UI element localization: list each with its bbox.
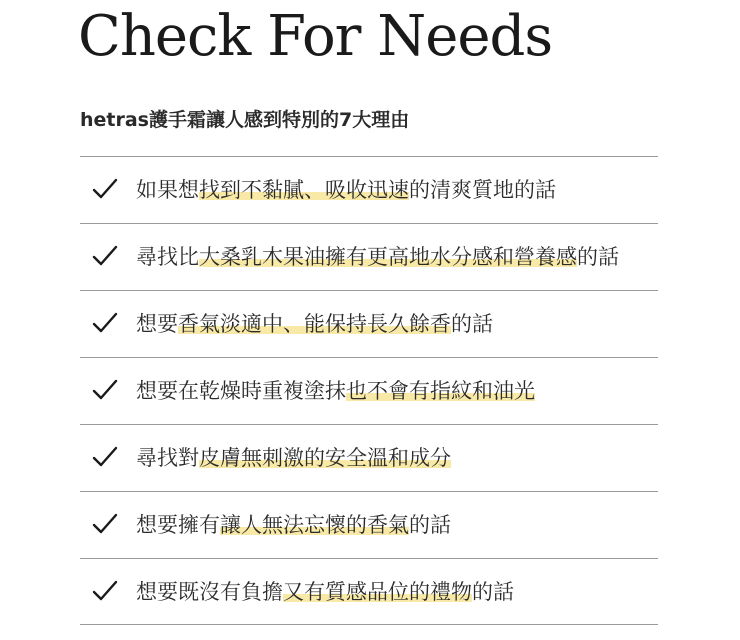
item-text-before: 如果想 [136, 178, 199, 202]
item-text-highlight: 也不會有指紋和油光 [346, 379, 535, 403]
checklist-item-text [136, 443, 451, 473]
item-text-after: 的話 [472, 580, 514, 604]
item-text-highlight: 香氣淡適中、能保持長久餘香 [178, 312, 451, 336]
item-text-highlight: 找到不黏膩、吸收迅速 [199, 178, 409, 202]
item-text-after: 的清爽質地的話 [409, 178, 556, 202]
page-subtitle: hetras護手霜讓人感到特別的7大理由 [80, 109, 410, 131]
item-text-before: 想要 [136, 312, 178, 336]
check-mark-icon [92, 177, 118, 201]
checklist-item-text [136, 577, 514, 607]
checklist-item [80, 491, 658, 558]
checklist-item [80, 357, 658, 424]
page-title: Check For Needs [78, 4, 553, 69]
item-text-after: 的話 [577, 245, 619, 269]
item-text-before: 想要擁有 [136, 513, 220, 537]
item-text-highlight: 又有質感品位的禮物 [283, 580, 472, 604]
check-mark-icon [92, 512, 118, 536]
checklist-item-text [136, 309, 493, 339]
item-text-before: 尋找比 [136, 245, 199, 269]
item-text-after: 的話 [409, 513, 451, 537]
checklist-item-text [136, 376, 535, 406]
item-text-highlight: 大桑乳木果油擁有更高地水分感和營養感 [199, 245, 577, 269]
check-mark-icon [92, 445, 118, 469]
checklist-item-text [136, 510, 451, 540]
item-text-before: 想要在乾燥時重複塗抹 [136, 379, 346, 403]
check-mark-icon [92, 244, 118, 268]
item-text-highlight: 讓人無法忘懷的香氣 [220, 513, 409, 537]
checklist-item [80, 290, 658, 357]
item-text-before: 尋找對 [136, 446, 199, 470]
item-text-after: 的話 [451, 312, 493, 336]
checklist-item [80, 156, 658, 223]
item-text-before: 想要既沒有負擔 [136, 580, 283, 604]
checklist-item [80, 223, 658, 290]
checklist-item [80, 424, 658, 491]
checklist-item-text [136, 242, 619, 272]
needs-checklist [80, 156, 658, 625]
item-text-highlight: 皮膚無刺激的安全溫和成分 [199, 446, 451, 470]
check-mark-icon [92, 378, 118, 402]
checklist-item [80, 558, 658, 625]
checklist-item-text [136, 175, 556, 205]
check-mark-icon [92, 311, 118, 335]
check-mark-icon [92, 579, 118, 603]
